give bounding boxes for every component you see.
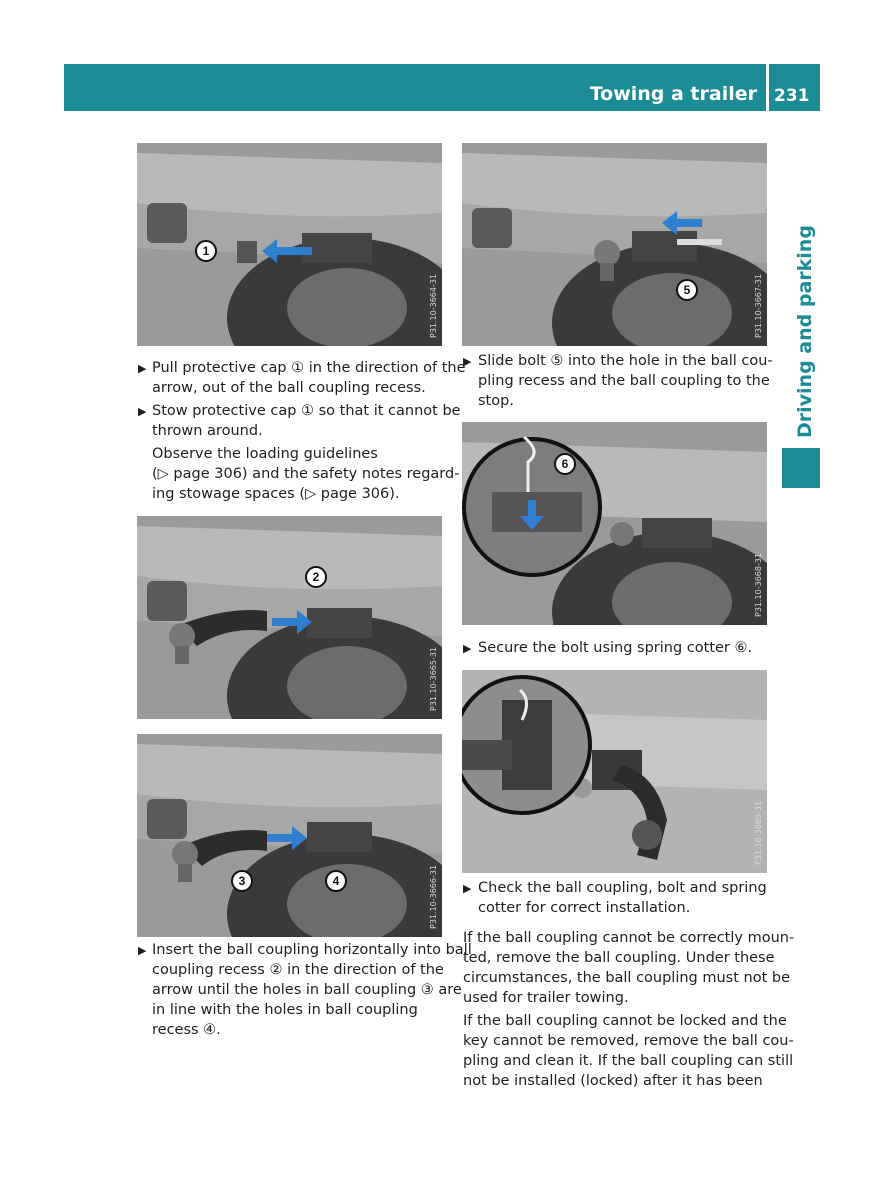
bullet-marker: ▶ (463, 882, 472, 895)
page-number: 231 (774, 86, 810, 106)
page-title: Towing a trailer (589, 83, 757, 105)
callout-1: 1 (195, 240, 217, 262)
step-6-line-1: Check the ball coupling, bolt and spring (478, 880, 767, 896)
step-3-line-2: coupling recess ② in the direction of the (152, 962, 444, 978)
step-3-line-1: Insert the ball coupling horizontally into ball (152, 942, 472, 958)
para-1-line-1: If the ball coupling cannot be correctly moun- (463, 930, 795, 946)
callout-4: 4 (325, 870, 347, 892)
note-line-2: (▷ page 306) and the safety notes regard- (152, 466, 460, 482)
step-2-line-1: Stow protective cap ① so that it cannot be (152, 403, 461, 419)
photo-spring-cotter (462, 422, 767, 625)
callout-3: 3 (231, 870, 253, 892)
photo-code: P31.10-3669-31 (754, 800, 763, 865)
step-4-line-3: stop. (478, 393, 514, 409)
step-3-line-5: recess ④. (152, 1022, 221, 1038)
section-tab-label: Driving and parking (794, 225, 816, 438)
note-line-1: Observe the loading guidelines (152, 446, 378, 462)
step-3-line-3: arrow until the holes in ball coupling ③ are (152, 982, 462, 998)
step-4-line-2: pling recess and the ball coupling to the (478, 373, 770, 389)
para-1-line-3: circumstances, the ball coupling must not be (463, 970, 791, 986)
photo-insert-coupling (137, 516, 442, 719)
step-6-line-2: cotter for correct installation. (478, 900, 691, 916)
photo-code: P31.10-3667-31 (754, 273, 763, 338)
step-1-line-2: arrow, out of the ball coupling recess. (152, 380, 426, 396)
bullet-marker: ▶ (463, 355, 472, 368)
bullet-marker: ▶ (138, 944, 147, 957)
step-1-line-1: Pull protective cap ① in the direction of the (152, 360, 466, 376)
step-5-line-1: Secure the bolt using spring cotter ⑥. (478, 640, 753, 656)
callout-6: 6 (554, 453, 576, 475)
para-2-line-3: pling and clean it. If the ball coupling can still (463, 1053, 794, 1069)
note-line-3: ing stowage spaces (▷ page 306). (152, 486, 400, 502)
callout-5: 5 (676, 279, 698, 301)
photo-remove-cap (137, 143, 442, 346)
bullet-marker: ▶ (463, 642, 472, 655)
step-3-line-4: in line with the holes in ball coupling (152, 1002, 418, 1018)
photo-code: P31.10-3666-31 (429, 864, 438, 929)
photo-align-holes (137, 734, 442, 937)
photo-code: P31.10-3664-31 (429, 273, 438, 338)
para-2-line-2: key cannot be removed, remove the ball cou- (463, 1033, 794, 1049)
para-1-line-4: used for trailer towing. (463, 990, 629, 1006)
bullet-marker: ▶ (138, 405, 147, 418)
section-tab-marker (782, 448, 820, 488)
step-4-line-1: Slide bolt ⑤ into the hole in the ball cou- (478, 353, 773, 369)
para-1-line-2: ted, remove the ball coupling. Under these (463, 950, 775, 966)
step-2-line-2: thrown around. (152, 423, 263, 439)
photo-code: P31.10-3665-31 (429, 646, 438, 711)
header-divider (766, 64, 769, 111)
bullet-marker: ▶ (138, 362, 147, 375)
para-2-line-4: not be installed (locked) after it has been (463, 1073, 763, 1089)
callout-2: 2 (305, 566, 327, 588)
photo-code: P31.10-3668-31 (754, 552, 763, 617)
photo-slide-bolt (462, 143, 767, 346)
para-2-line-1: If the ball coupling cannot be locked and the (463, 1013, 787, 1029)
photo-check-installation (462, 670, 767, 873)
